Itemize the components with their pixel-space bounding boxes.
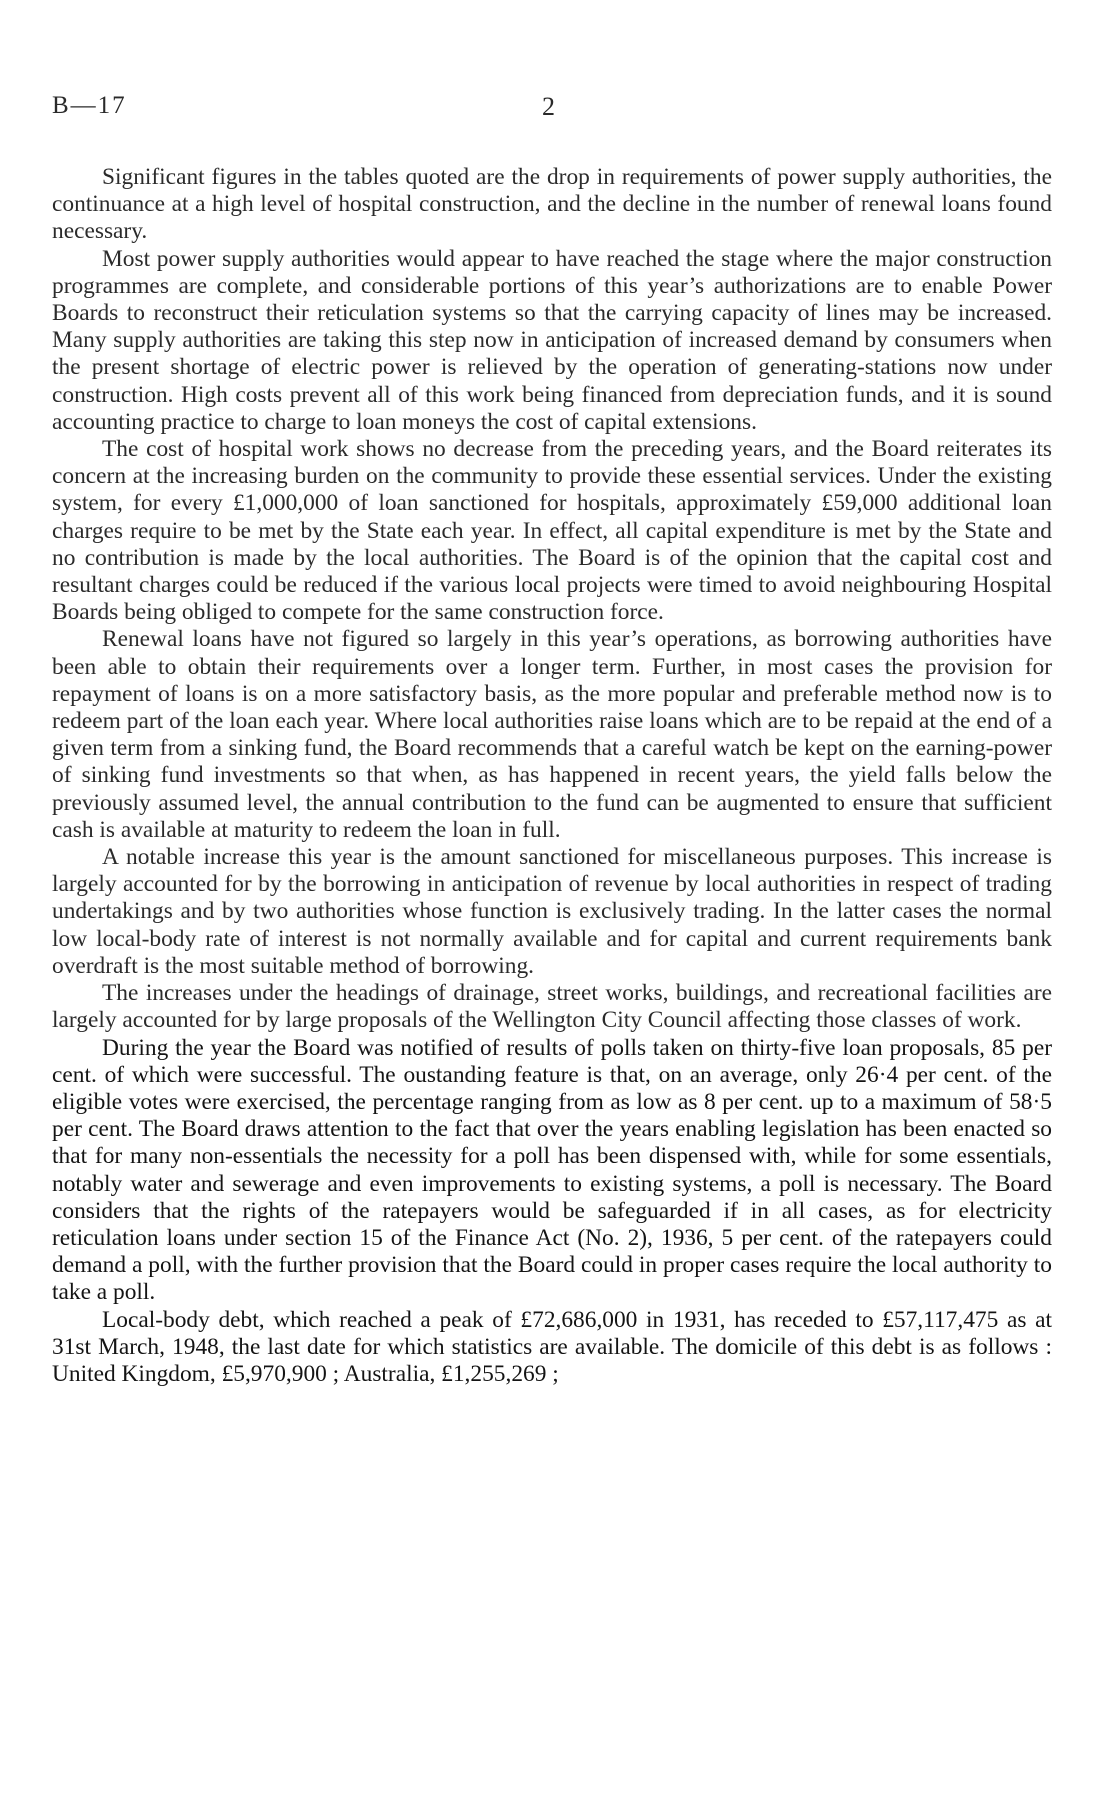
report-body <box>52 164 1052 1388</box>
paragraph-renewal-loans: Renewal loans have not figured so largely in this year’s operations, as borrowing authorities have been able to obtain their requirements over a longer term. Further, in most cases the provision for repayment of loans is on a more satisfactory basis, as the more popular and preferable method now is to redeem part of the loan each year. Where local authorities raise loans which are to be repaid at the end of a given term from a sinking fund, the Board recommends that a careful watch be kept on the earning-power of sinking fund investments so that when, as has happened in recent years, the yield falls below the previously assumed level, the annual contribution to the fund can be augmented to ensure that sufficient cash is available at maturity to redeem the loan in full. <box>52 626 1052 843</box>
paragraph-wellington-works: The increases under the headings of drainage, street works, buildings, and recreational facilities are largely accounted for by large proposals of the Wellington City Council affecting those classes of work. <box>52 980 1052 1034</box>
paragraph-significant-figures: Significant figures in the tables quoted are the drop in requirements of power supply authorities, the continuance at a high level of hospital construction, and the decline in the number of renewal loans found necessary. <box>52 164 1052 245</box>
paragraph-hospital-work: The cost of hospital work shows no decrease from the preceding years, and the Board reiterates its concern at the increasing burden on the community to provide these essential services. Under the existing system, for every £1,000,000 of loan sanctioned for hospitals, approximately £59,000 additional loan charges require to be met by the State each year. In effect, all capital expenditure is met by the State and no contribution is made by the local authorities. The Board is of the opinion that the capital cost and resultant charges could be reduced if the various local projects were timed to avoid neighbouring Hospital Boards being obliged to compete for the same construction force. <box>52 436 1052 626</box>
paragraph-power-supply: Most power supply authorities would appear to have reached the stage where the major construction programmes are complete, and considerable portions of this year’s authorizations are to enable Power Boards to reconstruct their reticulation systems so that the carrying capacity of lines may be increased. Many supply authorities are taking this step now in anticipation of increased demand by consumers when the present shortage of electric power is relieved by the operation of generating-stations now under construction. High costs prevent all of this work being financed from depreciation funds, and it is sound accounting practice to charge to loan moneys the cost of capital extensions. <box>52 245 1052 435</box>
page-number: 2 <box>542 92 555 121</box>
paragraph-local-body-debt: Local-body debt, which reached a peak of £72,686,000 in 1931, has receded to £57,117,475 as at 31st March, 1948, the last date for which statistics are available. The domicile of this debt is as follows : United Kingdom, £5,970,900 ; Australia, £1,255,269 ; <box>52 1306 1052 1387</box>
document-reference-code: B—17 <box>52 92 127 119</box>
paragraph-miscellaneous-purposes: A notable increase this year is the amount sanctioned for miscellaneous purposes. This increase is largely accounted for by the borrowing in anticipation of revenue by local authorities in respect of trading undertakings and by two authorities whose function is exclusively trading. In the latter cases the normal low local-body rate of interest is not normally available and for capital and current requirements bank overdraft is the most suitable method of borrowing. <box>52 844 1052 979</box>
page-header <box>52 92 555 132</box>
paragraph-loan-polls: During the year the Board was notified of results of polls taken on thirty-five loan proposals, 85 per cent. of which were successful. The oustanding feature is that, on an average, only 26·4 per cent. of the eligible votes were exercised, the percentage ranging from as low as 8 per cent. up to a maximum of 58·5 per cent. The Board draws attention to the fact that over the years enabling legislation has been enacted so that for many non-essentials the necessity for a poll has been dispensed with, while for some essentials, notably water and sewerage and even improvements to existing systems, a poll is necessary. The Board considers that the rights of the ratepayers would be safeguarded if in all cases, as for electricity reticulation loans under section 15 of the Finance Act (No. 2), 1936, 5 per cent. of the ratepayers could demand a poll, with the further provision that the Board could in proper cases require the local authority to take a poll. <box>52 1034 1052 1306</box>
